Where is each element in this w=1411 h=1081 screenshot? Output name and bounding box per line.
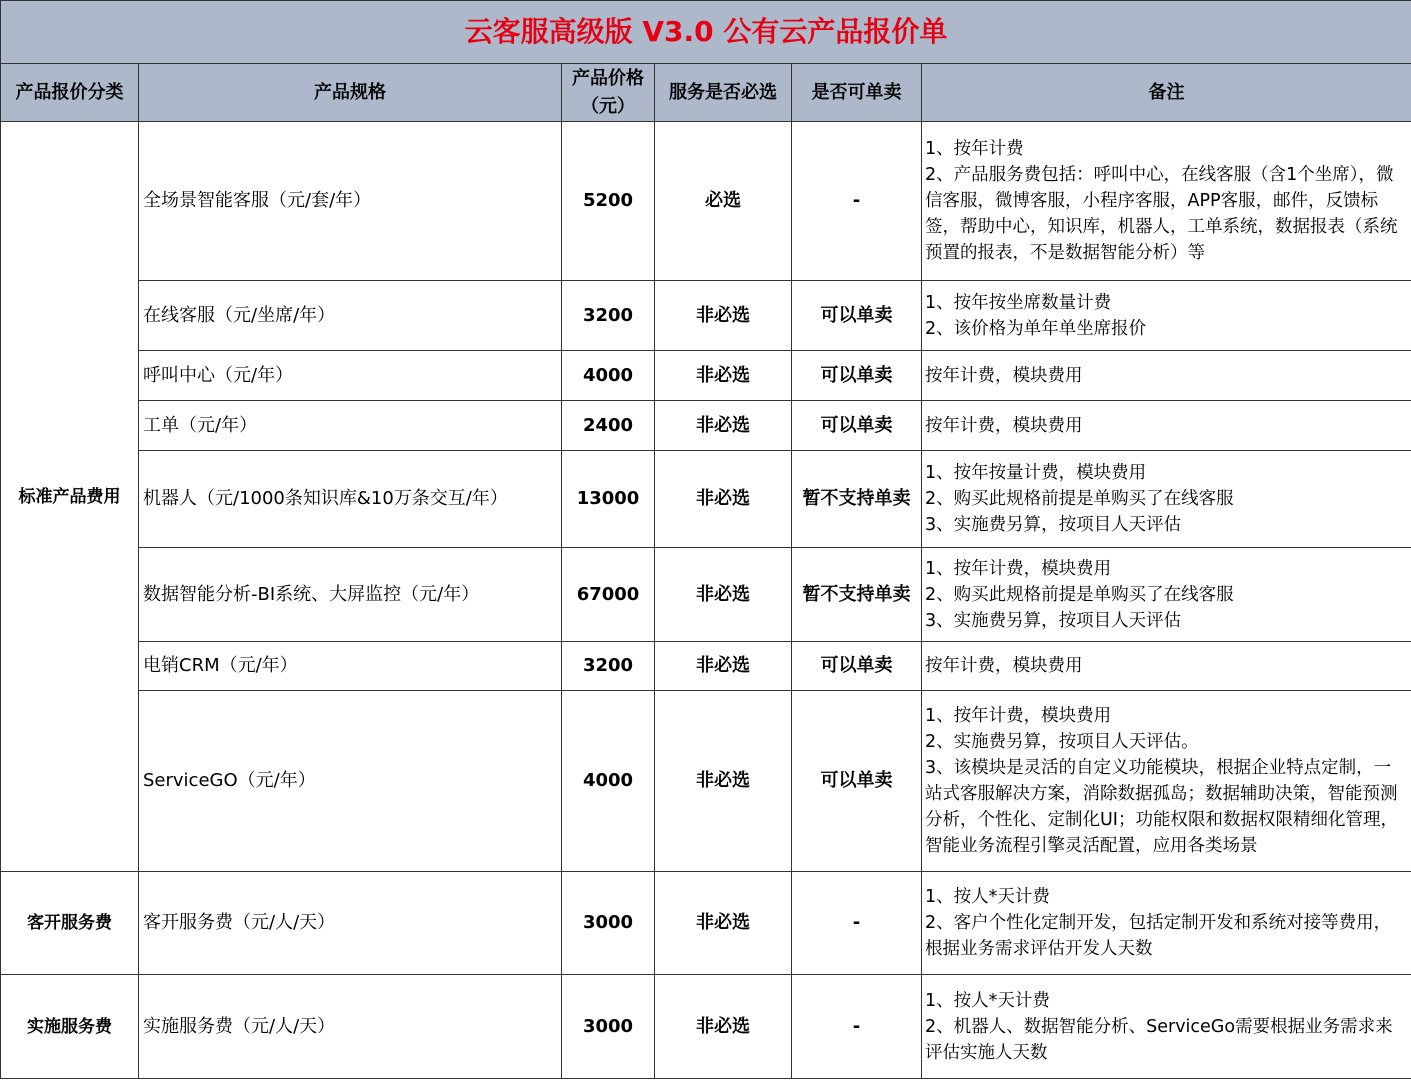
required-cell: 非必选	[655, 872, 792, 975]
remark-cell	[922, 122, 1411, 281]
required-cell: 非必选	[655, 548, 792, 642]
remark-line: 2、购买此规格前提是单购买了在线客服	[925, 489, 1234, 509]
remark-line: 1、按人*天计费	[925, 990, 1050, 1011]
required-cell: 必选	[655, 122, 792, 281]
price-cell: 5200	[562, 122, 655, 281]
price-cell: 3000	[562, 975, 655, 1079]
remark-line: 1、按年按坐席数量计费	[925, 292, 1112, 313]
table-row	[1, 975, 1411, 1079]
remark-line: 1、按年按量计费，模块费用	[925, 463, 1147, 483]
required-cell: 非必选	[655, 401, 792, 451]
standalone-cell: -	[792, 122, 922, 281]
remark-cell	[922, 401, 1411, 451]
remark-cell	[922, 451, 1411, 548]
standalone-cell: 可以单卖	[792, 691, 922, 872]
table-row	[1, 691, 1411, 872]
remark-line: 2、机器人、数据智能分析、ServiceGo需要根据业务需求来评估实施人天数	[925, 1016, 1393, 1063]
spec-cell: 客开服务费（元/人/天）	[139, 872, 562, 975]
remark-cell	[922, 691, 1411, 872]
spec-cell: 呼叫中心（元/年）	[139, 351, 562, 401]
required-cell: 非必选	[655, 451, 792, 548]
table-row	[1, 401, 1411, 451]
table-row	[1, 451, 1411, 548]
required-cell: 非必选	[655, 281, 792, 351]
category-dev: 客开服务费	[1, 872, 139, 975]
table-row	[1, 642, 1411, 691]
price-cell: 67000	[562, 548, 655, 642]
standalone-cell: 暂不支持单卖	[792, 451, 922, 548]
spec-cell: 机器人（元/1000条知识库&10万条交互/年）	[139, 451, 562, 548]
remark-cell	[922, 351, 1411, 401]
table-row	[1, 548, 1411, 642]
remark-line: 1、按人*天计费	[925, 887, 1050, 907]
remark-line: 2、客户个性化定制开发，包括定制开发和系统对接等费用，根据业务需求评估开发人天数	[925, 913, 1392, 959]
remark-cell	[922, 548, 1411, 642]
remark-line: 2、实施费另算，按项目人天评估。	[925, 732, 1199, 752]
remark-cell	[922, 872, 1411, 975]
required-cell: 非必选	[655, 351, 792, 401]
price-cell: 4000	[562, 691, 655, 872]
remark-line: 1、按年计费，模块费用	[925, 558, 1112, 579]
price-cell: 13000	[562, 451, 655, 548]
table-row	[1, 351, 1411, 401]
standalone-cell: 可以单卖	[792, 642, 922, 691]
remark-line: 2、购买此规格前提是单购买了在线客服	[925, 584, 1234, 605]
table-row	[1, 872, 1411, 975]
standalone-cell: -	[792, 872, 922, 975]
price-cell: 2400	[562, 401, 655, 451]
spec-cell: 数据智能分析-BI系统、大屏监控（元/年）	[139, 548, 562, 642]
header-required: 服务是否必选	[655, 64, 792, 122]
remark-line: 3、实施费另算，按项目人天评估	[925, 610, 1182, 631]
remark-line: 2、该价格为单年单坐席报价	[925, 318, 1147, 339]
header-standalone: 是否可单卖	[792, 64, 922, 122]
standalone-cell: 可以单卖	[792, 281, 922, 351]
required-cell: 非必选	[655, 975, 792, 1079]
spec-cell: 全场景智能客服（元/套/年）	[139, 122, 562, 281]
header-price: 产品价格（元）	[562, 64, 655, 122]
remark-line: 2、产品服务费包括：呼叫中心，在线客服（含1个坐席），微信客服，微博客服，小程序客服，APP客服，邮件，反馈标签，帮助中心，知识库，机器人，工单系统，数据报表（系统预置的报表，不是数据智能分析）等	[925, 165, 1398, 263]
standalone-cell: -	[792, 975, 922, 1079]
remark-line: 3、实施费另算，按项目人天评估	[925, 515, 1182, 535]
table-row	[1, 281, 1411, 351]
standalone-cell: 暂不支持单卖	[792, 548, 922, 642]
header-row	[1, 64, 1411, 122]
category-impl: 实施服务费	[1, 975, 139, 1079]
required-cell: 非必选	[655, 691, 792, 872]
header-spec: 产品规格	[139, 64, 562, 122]
price-cell: 3200	[562, 642, 655, 691]
remark-line: 3、该模块是灵活的自定义功能模块，根据企业特点定制，一站式客服解决方案，消除数据孤岛；数据辅助决策，智能预测分析，个性化、定制化UI；功能权限和数据权限精细化管理，智能业务流程引擎灵活配置，应用各类场景	[925, 758, 1398, 856]
remark-line: 按年计费，模块费用	[925, 415, 1083, 436]
header-remark: 备注	[922, 64, 1411, 122]
remark-line: 按年计费，模块费用	[925, 365, 1083, 386]
price-cell: 4000	[562, 351, 655, 401]
remark-cell	[922, 642, 1411, 691]
spec-cell: 工单（元/年）	[139, 401, 562, 451]
spec-cell: 电销CRM（元/年）	[139, 642, 562, 691]
header-category: 产品报价分类	[1, 64, 139, 122]
price-cell: 3000	[562, 872, 655, 975]
standalone-cell: 可以单卖	[792, 351, 922, 401]
required-cell: 非必选	[655, 642, 792, 691]
spec-cell: 在线客服（元/坐席/年）	[139, 281, 562, 351]
price-cell: 3200	[562, 281, 655, 351]
spec-cell: ServiceGO（元/年）	[139, 691, 562, 872]
remark-line: 按年计费，模块费用	[925, 656, 1083, 676]
category-standard: 标准产品费用	[1, 122, 139, 872]
standalone-cell: 可以单卖	[792, 401, 922, 451]
page-title: 云客服高级版 V3.0 公有云产品报价单	[1, 1, 1411, 64]
remark-cell	[922, 975, 1411, 1079]
remark-cell	[922, 281, 1411, 351]
remark-line: 1、按年计费，模块费用	[925, 706, 1112, 726]
remark-line: 1、按年计费	[925, 139, 1024, 159]
table-row	[1, 122, 1411, 281]
spec-cell: 实施服务费（元/人/天）	[139, 975, 562, 1079]
